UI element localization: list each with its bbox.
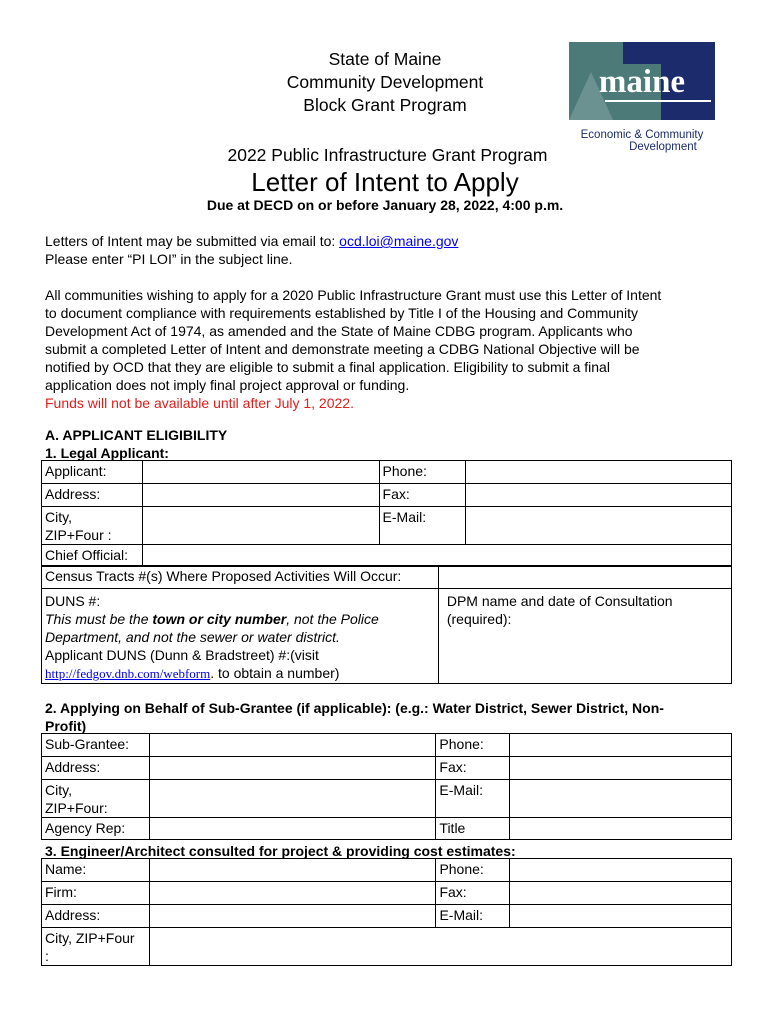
eng-name-label: Name: bbox=[42, 859, 150, 882]
sg-fax-label: Fax: bbox=[436, 757, 510, 780]
intro-line: All communities wishing to apply for a 2020 Public Infrastructure Grant must use this Letter of Intent bbox=[45, 287, 662, 303]
subgrantee-field[interactable] bbox=[149, 734, 435, 757]
eng-fax-input[interactable] bbox=[513, 883, 729, 899]
city-zip-label bbox=[42, 507, 143, 545]
sg-city-field[interactable] bbox=[149, 780, 435, 818]
legal-applicant-table bbox=[41, 460, 732, 567]
eng-address-label: Address: bbox=[42, 905, 150, 928]
sg-city-label: City, bbox=[45, 782, 72, 798]
header-line-1: State of Maine bbox=[328, 49, 442, 69]
eng-phone-input[interactable] bbox=[513, 860, 729, 876]
sg-phone-input[interactable] bbox=[513, 735, 729, 751]
sg-city-zip-label bbox=[42, 780, 150, 818]
subgrantee-heading-2: Profit) bbox=[45, 718, 87, 734]
eng-address-input[interactable] bbox=[153, 906, 433, 922]
email-field[interactable] bbox=[466, 507, 732, 545]
city-label: City, bbox=[45, 509, 72, 525]
fax-input[interactable] bbox=[469, 485, 729, 501]
agency-rep-label: Agency Rep: bbox=[42, 818, 150, 840]
address-input[interactable] bbox=[146, 485, 377, 501]
duns-link-line bbox=[45, 664, 436, 683]
logo-caption-1: Economic & Community bbox=[580, 129, 704, 141]
duns-apply-line: Applicant DUNS (Dunn & Bradstreet) #:(visit bbox=[45, 647, 319, 663]
header-line-2: Community Development bbox=[286, 72, 484, 92]
eng-email-input[interactable] bbox=[513, 906, 729, 922]
subgrantee-table bbox=[41, 733, 732, 840]
intro-line: notified by OCD that they are eligible to submit a final application. Eligibility to submit a final bbox=[45, 359, 610, 375]
email-label: E-Mail: bbox=[379, 507, 466, 545]
sg-zip-label: ZIP+Four: bbox=[45, 800, 108, 816]
duns-note-emphasis: town or city number bbox=[152, 611, 287, 627]
eng-phone-label: Phone: bbox=[436, 859, 510, 882]
city-field[interactable] bbox=[142, 507, 379, 545]
sg-fax-field[interactable] bbox=[510, 757, 732, 780]
duns-link[interactable]: http://fedgov.dnb.com/webform bbox=[45, 666, 211, 681]
eng-firm-input[interactable] bbox=[153, 883, 433, 899]
eng-firm-label: Firm: bbox=[42, 882, 150, 905]
eng-city-zip-input[interactable] bbox=[153, 929, 729, 945]
sg-phone-field[interactable] bbox=[510, 734, 732, 757]
dpm-label-1: DPM name and date of Consultation bbox=[446, 593, 673, 609]
fax-field[interactable] bbox=[466, 484, 732, 507]
duns-note-1a: This must be the bbox=[45, 611, 153, 627]
address-field[interactable] bbox=[142, 484, 379, 507]
eng-city-zip-colon: : bbox=[45, 948, 49, 964]
duns-cell bbox=[42, 589, 439, 684]
chief-official-field[interactable] bbox=[142, 545, 731, 567]
sg-title-label: Title bbox=[436, 818, 510, 840]
duns-note-line-1 bbox=[45, 610, 436, 628]
dpm-label-2: (required): bbox=[446, 611, 512, 627]
census-label: Census Tracts #(s) Where Proposed Activities Will Occur: bbox=[42, 566, 439, 589]
legal-applicant-heading: 1. Legal Applicant: bbox=[45, 445, 169, 461]
eng-name-field[interactable] bbox=[149, 859, 435, 882]
fax-label: Fax: bbox=[379, 484, 466, 507]
sg-address-input[interactable] bbox=[153, 758, 433, 774]
applicant-label: Applicant: bbox=[42, 461, 143, 484]
sg-email-field[interactable] bbox=[510, 780, 732, 818]
email-input[interactable] bbox=[469, 508, 729, 524]
eng-fax-field[interactable] bbox=[510, 882, 732, 905]
email-line bbox=[45, 232, 735, 250]
duns-note-line-2: Department, and not the sewer or water district. bbox=[45, 629, 340, 645]
agency-rep-input[interactable] bbox=[153, 819, 433, 835]
sg-title-field[interactable] bbox=[510, 818, 732, 840]
eng-phone-field[interactable] bbox=[510, 859, 732, 882]
sg-city-input[interactable] bbox=[153, 781, 433, 797]
subgrantee-input[interactable] bbox=[153, 735, 433, 751]
email-link[interactable]: ocd.loi@maine.gov bbox=[339, 233, 459, 249]
logo-caption-2: Development bbox=[629, 141, 697, 153]
city-input[interactable] bbox=[146, 508, 377, 524]
phone-input[interactable] bbox=[469, 462, 729, 478]
intro-line: Development Act of 1974, as amended and the State of Maine CDBG program. Applicants who bbox=[45, 323, 633, 339]
census-input[interactable] bbox=[442, 567, 729, 583]
intro-line: submit a completed Letter of Intent and demonstrate meeting a CDBG National Objective will be bbox=[45, 341, 640, 357]
eng-name-input[interactable] bbox=[153, 860, 433, 876]
engineer-table bbox=[41, 858, 732, 966]
funds-note: Funds will not be available until after July 1, 2022. bbox=[45, 395, 354, 411]
intro-line: to document compliance with requirements established by Title I of the Housing and Community bbox=[45, 305, 638, 321]
email-prefix: Letters of Intent may be submitted via email to: bbox=[45, 233, 340, 249]
header-block bbox=[230, 48, 540, 117]
duns-link-suffix: . to obtain a number) bbox=[210, 665, 340, 681]
sg-email-input[interactable] bbox=[513, 781, 729, 797]
address-label: Address: bbox=[42, 484, 143, 507]
chief-official-input[interactable] bbox=[146, 546, 729, 562]
eng-email-field[interactable] bbox=[510, 905, 732, 928]
subgrantee-heading-1: 2. Applying on Behalf of Sub-Grantee (if applicable): (e.g.: Water District, Sewer District, Non- bbox=[45, 700, 664, 716]
subgrantee-label: Sub-Grantee: bbox=[42, 734, 150, 757]
due-date: Due at DECD on or before January 28, 2022, 4:00 p.m. bbox=[206, 197, 564, 213]
eng-firm-field[interactable] bbox=[149, 882, 435, 905]
subject-line: Please enter “PI LOI” in the subject line. bbox=[45, 251, 293, 267]
eng-city-zip-text: City, ZIP+Four bbox=[45, 930, 135, 946]
zip-label: ZIP+Four : bbox=[45, 527, 112, 543]
applicant-field[interactable] bbox=[142, 461, 379, 484]
page-title: Letter of Intent to Apply bbox=[251, 167, 519, 197]
intro-paragraph bbox=[45, 286, 745, 412]
eng-city-zip-field[interactable] bbox=[149, 928, 731, 966]
sg-fax-input[interactable] bbox=[513, 758, 729, 774]
phone-field[interactable] bbox=[466, 461, 732, 484]
census-field[interactable] bbox=[438, 566, 731, 589]
maine-logo-graphic bbox=[565, 42, 720, 154]
intro-line: application does not imply final project approval or funding. bbox=[45, 377, 410, 393]
sg-address-label: Address: bbox=[42, 757, 150, 780]
dpm-cell[interactable] bbox=[438, 589, 731, 684]
duns-note-1c: , not the Police bbox=[286, 611, 379, 627]
engineer-heading: 3. Engineer/Architect consulted for project & providing cost estimates: bbox=[45, 843, 516, 859]
sg-address-field[interactable] bbox=[149, 757, 435, 780]
applicant-input[interactable] bbox=[146, 462, 377, 478]
sg-title-input[interactable] bbox=[513, 819, 729, 835]
section-a-heading: A. APPLICANT ELIGIBILITY bbox=[45, 427, 228, 443]
subgrantee-heading bbox=[45, 699, 745, 735]
sg-email-label: E-Mail: bbox=[436, 780, 510, 818]
phone-label: Phone: bbox=[379, 461, 466, 484]
maine-decd-logo bbox=[565, 42, 720, 154]
header-line-3: Block Grant Program bbox=[303, 95, 467, 115]
eng-address-field[interactable] bbox=[149, 905, 435, 928]
census-duns-table bbox=[41, 565, 732, 684]
sg-phone-label: Phone: bbox=[436, 734, 510, 757]
chief-official-label: Chief Official: bbox=[42, 545, 143, 567]
eng-city-zip-label bbox=[42, 928, 150, 966]
eng-fax-label: Fax: bbox=[436, 882, 510, 905]
agency-rep-field[interactable] bbox=[149, 818, 435, 840]
logo-word: maine bbox=[598, 64, 686, 100]
program-title: 2022 Public Infrastructure Grant Program bbox=[227, 145, 548, 165]
eng-email-label: E-Mail: bbox=[436, 905, 510, 928]
duns-label: DUNS #: bbox=[45, 593, 101, 609]
